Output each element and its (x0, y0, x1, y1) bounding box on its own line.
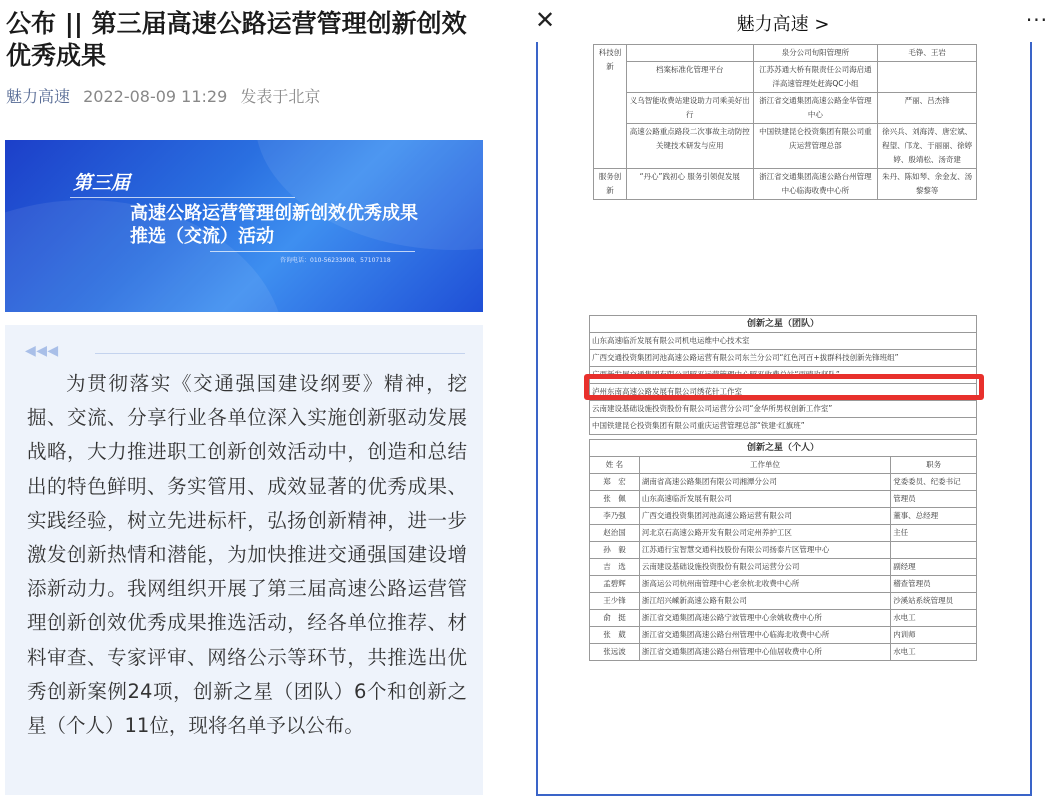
position: 主任 (891, 525, 977, 542)
cases-table (593, 44, 977, 200)
intro-paragraph: 为贯彻落实《交通强国建设纲要》精神，挖掘、交流、分享行业各单位深入实施创新驱动发展战略，大力推进职工创新创效活动中，创造和总结出的特色鲜明、务实管用、成效显著的优秀成果、实践经验，树立先进标杆，弘扬创新精神，进一步激发创新热情和潜能，为加快推进交通强国建设增添新动力。我网组织开展了第三届高速公路运营管理创新创效优秀成果推选活动，经各单位推荐、材料审查、专家评审、网络公示等环节，共推选出优秀创新案例24项，创新之星（团队）6个和创新之星（个人）11位，现将名单予以公布。 (27, 372, 467, 738)
table-row: 高速公路重点路段二次事故主动防控关键技术研发与应用 中国铁建昆仑投资集团有限公司重庆运营管理总部 徐兴兵、刘海涛、唐宏斌、程望、邝龙、于丽丽、徐婷婷、殷靖松、汤奇建 (594, 124, 977, 169)
position: 管理员 (891, 491, 977, 508)
person-name: 张远波 (590, 644, 640, 661)
table-row (590, 644, 977, 661)
work-unit: 山东高速临沂发展有限公司 (639, 491, 890, 508)
table-row: 服务创新 “丹心”践初心 服务引领促发展 浙江省交通集团高速公路台州管理中心临海收费中心所 朱丹、陈如琴、余金友、汤黎黎等 (594, 169, 977, 200)
table-row: 中国铁建昆仑投资集团有限公司重庆运营管理总部“铁建·红旗班” (590, 418, 977, 435)
table-row: 广西新发展交通集团有限公司昭平运营管理中心昭平收费总站“雨晴攻坚队” (590, 367, 977, 384)
table-title: 创新之星（个人） (590, 440, 977, 457)
person-name: 王少锋 (590, 593, 640, 610)
article-title: 公布 || 第三届高速公路运营管理创新创效优秀成果 (6, 9, 467, 70)
table-row (590, 576, 977, 593)
position: 水电工 (891, 644, 977, 661)
highlight-box (584, 374, 984, 400)
table-row (590, 593, 977, 610)
position: 副经理 (891, 559, 977, 576)
person-name: 孟碧辉 (590, 576, 640, 593)
close-icon[interactable]: ✕ (535, 6, 556, 34)
table-row: 广西交通投资集团河池高速公路运营有限公司东兰分公司“红色河百+拔群科技创新先锋班组” (590, 350, 977, 367)
image-viewer (510, 0, 1056, 803)
banner-phone: 咨询电话：010-56233908、57107118 (280, 257, 391, 264)
viewer-title-link[interactable]: 魅力高速 > (736, 14, 830, 35)
table-row (590, 525, 977, 542)
person-name: 张 佩 (590, 491, 640, 508)
work-unit: 云南建设基础设施投资股份有限公司运营分公司 (639, 559, 890, 576)
source-account-link[interactable]: 魅力高速 (6, 87, 71, 106)
table-row (590, 559, 977, 576)
individual-stars-table (589, 439, 977, 661)
table-row: 云南建设基础设施投资股份有限公司运营分公司“金华所男权创新工作室” (590, 401, 977, 418)
position (891, 542, 977, 559)
case-category: 科技创新 (594, 45, 627, 169)
table-title: 创新之星（团队） (590, 316, 977, 333)
table-row: 科技创新 泉分公司旬阳管理所 毛铮、王岩 (594, 45, 977, 62)
position: 内训师 (891, 627, 977, 644)
person-name: 吉 选 (590, 559, 640, 576)
publish-datetime: 2022-08-09 11:29 (83, 87, 228, 106)
table-row (590, 491, 977, 508)
person-name: 李乃强 (590, 508, 640, 525)
table-row (590, 610, 977, 627)
table-row (590, 542, 977, 559)
more-icon[interactable]: ··· (1025, 8, 1048, 32)
article-meta (6, 84, 328, 107)
table-row (590, 627, 977, 644)
person-name: 赵治国 (590, 525, 640, 542)
table-row: 档案标准化管理平台 江苏苏通大桥有限责任公司海启通洋高速管理处赶海QC小组 (594, 62, 977, 93)
person-name: 张 葳 (590, 627, 640, 644)
triangle-arrows-icon: ◀ ◀ ◀ (25, 343, 57, 359)
work-unit: 浙江绍兴嵊新高速公路有限公司 (639, 593, 890, 610)
person-name: 俞 挺 (590, 610, 640, 627)
person-name: 孙 毅 (590, 542, 640, 559)
position: 党委委员、纪委书记 (891, 474, 977, 491)
work-unit: 河北京石高速公路开发有限公司定州养护工区 (639, 525, 890, 542)
table-row: 义乌智能收费站建设助力司乘美好出行 浙江省交通集团高速公路金华管理中心 严丽、吕杰锋 (594, 93, 977, 124)
work-unit: 浙高运公司杭州南管理中心老余杭北收费中心所 (639, 576, 890, 593)
banner-edition: 第三届 (73, 172, 131, 194)
table-row: 山东高速临沂发展有限公司机电运维中心技术室 (590, 333, 977, 350)
position: 稽查管理员 (891, 576, 977, 593)
position: 水电工 (891, 610, 977, 627)
intro-quote-box (5, 325, 483, 795)
work-unit: 浙江省交通集团高速公路宁波管理中心余姚收费中心所 (639, 610, 890, 627)
document-image (536, 42, 1032, 796)
position: 董事、总经理 (891, 508, 977, 525)
work-unit: 广西交通投资集团河池高速公路运营有限公司 (639, 508, 890, 525)
article-panel (0, 0, 490, 803)
publish-location: 发表于北京 (240, 87, 321, 106)
table-header: 姓 名 工作单位 职务 (590, 457, 977, 474)
position: 沙溪站系统管理员 (891, 593, 977, 610)
table-row (590, 508, 977, 525)
banner-headline: 高速公路运营管理创新创效优秀成果 推选（交流）活动 (130, 203, 418, 247)
table-row: 泸州东南高速公路发展有限公司绣花针工作室 (590, 384, 977, 401)
table-row (590, 474, 977, 491)
person-name: 郑 宏 (590, 474, 640, 491)
work-unit: 江苏通行宝智慧交通科技股份有限公司扬泰片区管理中心 (639, 542, 890, 559)
work-unit: 浙江省交通集团高速公路台州管理中心临海北收费中心所 (639, 627, 890, 644)
banner-image (5, 140, 483, 312)
work-unit: 浙江省交通集团高速公路台州管理中心仙居收费中心所 (639, 644, 890, 661)
work-unit: 湖南省高速公路集团有限公司湘潭分公司 (639, 474, 890, 491)
viewer-nav-bar (510, 0, 1056, 42)
